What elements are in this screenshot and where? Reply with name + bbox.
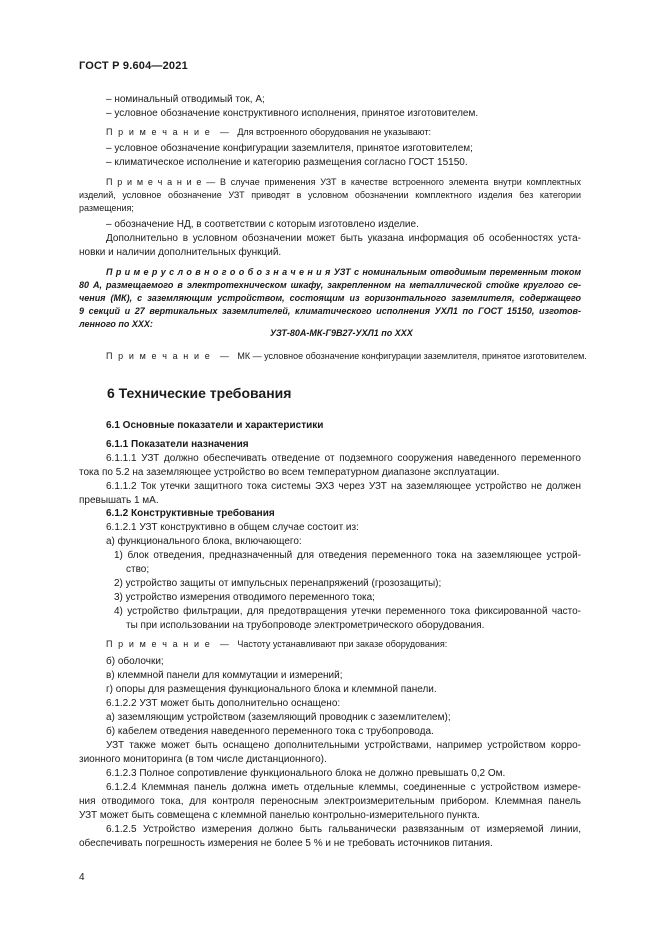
text-line: 6.1.1.2 Ток утечки защитного тока системы ЭХЗ через УЗТ на заземляющее устройство не должен [106,481,581,492]
note-dash: — [219,639,229,649]
example-line: 80 А, размещаемого в электротехническом шкафу, закрепленном на металлической стойке круглого се- [79,280,581,290]
note-line [106,638,447,650]
text-line: – номинальный отводимый ток, А; [106,94,265,105]
note-dash: — [219,351,229,361]
page-header: ГОСТ Р 9.604—2021 [79,60,188,72]
example-code: УЗТ-80А-МК-Г9В27-УХЛ1 по ХХХ [270,328,413,338]
example-line: П р и м е р у с л о в н о г о о б о з н а ч е н и я УЗТ с номинальным отводимым переменным током [106,267,581,277]
list-item: 1) блок отведения, предназначенный для отведения переменного тока на заземляющее устрой- [114,550,581,561]
list-item: ство; [126,564,150,575]
list-item: в) клеммной панели для коммутации и измерений; [106,670,343,681]
note-line: изделий, условное обозначение УЗТ приводят в условном обозначении комплектного изделия без категории [79,190,581,200]
list-item: г) опоры для размещения функционального блока и клеммной панели. [106,684,437,695]
example-line: ленного по ХХХ: [79,319,153,329]
text-line: – условное обозначение конфигурации заземлителя, принятое изготовителем; [106,143,473,154]
note-line: П р и м е ч а н и е — В случае применения УЗТ в качестве встроенного элемента внутри комплектных [106,177,581,187]
text-line: 6.1.1.1 УЗТ должно обеспечивать отведение от подземного сооружения наведенного переменного [106,453,581,464]
subsection-heading: 6.1.1 Показатели назначения [106,439,249,450]
list-item: 2) устройство защиты от импульсных перенапряжений (грозозащиты); [114,578,442,589]
example-line: 9 секций и 27 вертикальных заземлителей, климатического исполнения УХЛ1 по ГОСТ 15150, изготов- [79,306,581,316]
text-line: 6.1.2.1 УЗТ конструктивно в общем случае состоит из: [106,522,359,533]
note-text: МК — условное обозначение конфигурации заземлителя, принятое изготовителем. [237,351,587,361]
note-label: П р и м е ч а н и е [106,127,212,137]
note-text: Для встроенного оборудования не указывают: [237,127,431,137]
list-item: б) кабелем отведения наведенного переменного тока с трубопровода. [106,726,434,737]
note-line: размещения; [79,203,134,213]
note-text: Частоту устанавливают при заказе оборудования: [237,639,448,649]
list-item: 4) устройство фильтрации, для предотвращения утечки переменного тока фиксированной часто- [114,606,581,617]
text-line: 6.1.2.3 Полное сопротивление функционального блока не должно превышать 0,2 Ом. [106,768,506,779]
list-item: б) оболочки; [106,656,164,667]
note-line [106,126,431,138]
text-line: 6.1.2.2 УЗТ может быть дополнительно оснащено: [106,698,341,709]
note-label: П р и м е ч а н и е [106,639,212,649]
text-line: УЗТ может быть совмещена с клеммной панелью контрольно-измерительного пункта. [79,810,480,821]
text-line: 6.1.2.4 Клеммная панель должна иметь отдельные клеммы, соединенные с устройством измере- [106,782,581,793]
note-dash: — [219,127,229,137]
page-number: 4 [79,872,85,883]
text-line: превышать 1 мА. [79,495,159,506]
text-line: новки и наличии дополнительных функций. [79,247,282,258]
list-item: ты при использовании на трубопроводе электрометрического оборудования. [126,620,485,631]
text-line: обеспечивать погрешность измерения не более 5 % и не требовать источников питания. [79,838,493,849]
subsection-heading: 6.1 Основные показатели и характеристики [106,420,324,431]
section-heading: 6 Технические требования [107,385,292,401]
list-item: 3) устройство измерения отводимого переменного тока; [114,592,375,603]
text-line: ния отводимого тока, для контроля переносным электроизмерительным прибором. Клеммная панель [79,796,581,807]
list-item: а) функционального блока, включающего: [106,536,302,547]
text-line: – условное обозначение конструктивного исполнения, принятое изготовителем. [106,108,479,119]
text-line: тока по 5.2 на заземляющее устройство во всем температурном диапазоне эксплуатации. [79,467,500,478]
example-line: чения (МК), с заземляющим устройством, состоящим из горизонтального заземлителя, содержащего [79,293,581,303]
text-line: 6.1.2.5 Устройство измерения должно быть гальванически развязанным от измеряемой линии, [106,824,581,835]
note-label: П р и м е ч а н и е [106,351,212,361]
text-line: УЗТ также может быть оснащено дополнительными устройствами, например устройством корро- [106,740,581,751]
text-line: Дополнительно в условном обозначении может быть указана информация об особенностях уста- [106,233,581,244]
text-line: – климатическое исполнение и категорию размещения согласно ГОСТ 15150. [106,157,468,168]
text-line: – обозначение НД, в соответствии с которым изготовлено изделие. [106,219,419,230]
text-line: зионного мониторинга (в том числе дистанционного). [79,754,327,765]
subsection-heading: 6.1.2 Конструктивные требования [106,508,275,519]
note-line [106,350,587,362]
list-item: а) заземляющим устройством (заземляющий проводник с заземлителем); [106,712,451,723]
